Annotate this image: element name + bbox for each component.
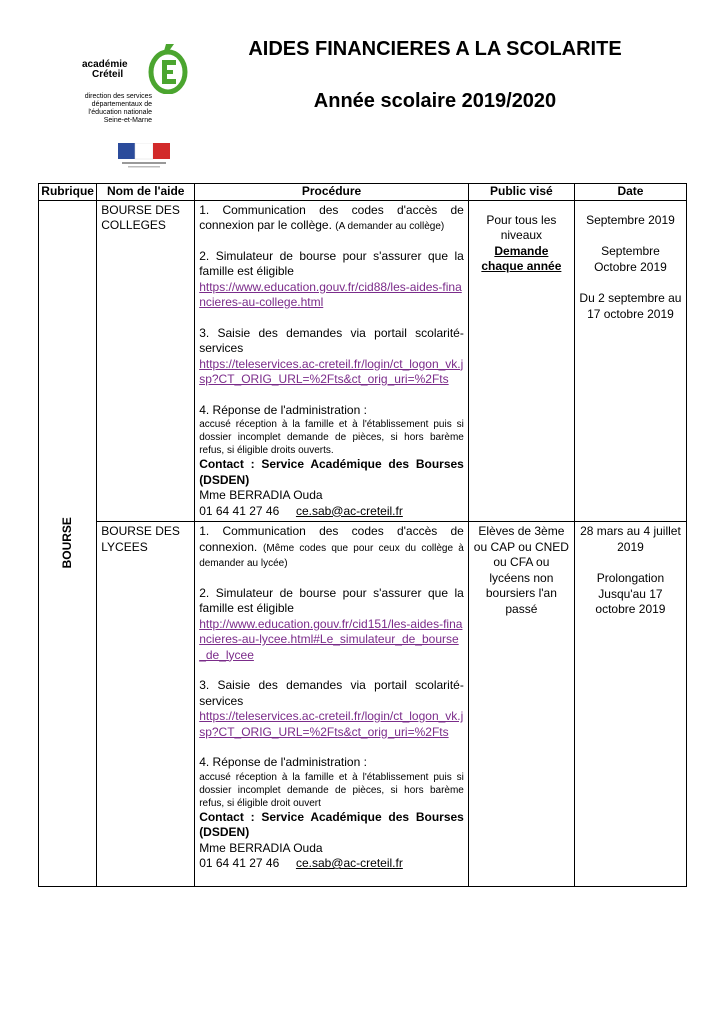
header-date: Date [574,184,686,201]
procedure-cell [195,200,469,522]
procedure-cell [195,522,469,887]
header-nom: Nom de l'aide [97,184,195,201]
step3: 3. Saisie des demandes via portail scolarité-services [199,678,464,708]
contact-name: Mme BERRADIA Ouda [199,488,323,502]
step4-detail: accusé réception à la famille et à l'établissement puis si dossier incomplet demande de pièces, si hors barème refus, si éligible droits ouverts. [199,419,464,456]
teleservices-link[interactable]: https://teleservices.ac-creteil.fr/login/ct_logon_vk.jsp?CT_ORIG_URL=%2Fts&ct_orig_uri=%2Fts [199,356,464,386]
public-note: Demande chaque année [481,243,562,273]
step4: 4. Réponse de l'administration : [199,755,367,769]
nom-cell: BOURSE DES COLLEGES [97,200,195,522]
academie-e-icon [148,42,188,94]
table-header-row [39,184,687,201]
contact-phone: 01 64 41 27 46 [199,856,280,870]
page-subtitle: Année scolaire 2019/2020 [313,90,557,112]
simulator-link[interactable]: https://www.education.gouv.fr/cid88/les-aides-financieres-au-college.html [199,279,462,309]
step4: 4. Réponse de l'administration : [199,402,367,417]
header-rubrique: Rubrique [39,184,97,201]
teleservices-link[interactable]: https://teleservices.ac-creteil.fr/login/ct_logon_vk.jsp?CT_ORIG_URL=%2Fts&ct_orig_uri=%2Fts [199,709,464,739]
public-text: Pour tous les niveaux [486,212,557,242]
header-public: Public visé [468,184,574,201]
academie-logo [70,38,185,178]
date-cell [574,200,686,522]
page-title: AIDES FINANCIERES A LA SCOLARITE [248,38,622,60]
step2: 2. Simulateur de bourse pour s'assurer que la famille est éligible [199,585,464,615]
rubrique-label: BOURSE [59,517,74,569]
step3: 3. Saisie des demandes via portail scolarité-services [199,325,464,355]
public-cell [468,200,574,522]
public-cell [468,522,574,887]
marianne-flag-icon [118,143,170,169]
step1: 1. Communication des codes d'accès de connexion. [199,524,464,554]
date-2: Septembre Octobre 2019 [594,244,667,274]
contact-label: Contact : Service Académique des Bourses (DSDEN) [199,457,464,487]
logo-subtitle: direction des services départementaux de l'éducation nationale Seine-et-Marne [84,93,152,124]
step1-note: (A demander au collège) [335,221,445,232]
rubrique-cell [39,200,97,886]
date-3: Du 2 septembre au 17 octobre 2019 [579,291,682,321]
public-text: Elèves de 3ème ou CAP ou CNED ou CFA ou lycéens non boursiers l'an passé [473,524,569,616]
nom-cell: BOURSE DES LYCEES [97,522,195,887]
contact-label: Contact : Service Académique des Bourses (DSDEN) [199,809,464,839]
contact-email-link[interactable]: ce.sab@ac-creteil.fr [295,856,403,870]
simulator-link[interactable]: http://www.education.gouv.fr/cid151/les-aides-financieres-au-lycee.html#Le_simulateur_de_bourse_de_lycee [199,616,463,662]
table-row [39,200,687,522]
logo-line2: Créteil [92,69,124,80]
logo-line1: académie [82,59,128,70]
date-cell [574,522,686,887]
step4-detail: accusé réception à la famille et à l'établissement puis si dossier incomplet demande de pièces, si hors barème refus, si éligible droit ouvert [199,771,464,809]
contact-phone: 01 64 41 27 46 [199,503,280,518]
date-2: Prolongation Jusqu'au 17 octobre 2019 [595,571,666,616]
step1-note: (Même codes que pour ceux du collège à demander au lycée) [199,542,464,569]
step2: 2. Simulateur de bourse pour s'assurer que la famille est éligible [199,248,464,278]
step1: 1. Communication des codes d'accès de connexion par le collège. [199,202,464,232]
table-row [39,522,687,887]
contact-email-link[interactable]: ce.sab@ac-creteil.fr [295,503,403,518]
date-1: 28 mars au 4 juillet 2019 [580,524,681,554]
contact-name: Mme BERRADIA Ouda [199,840,323,855]
header-procedure: Procédure [195,184,469,201]
date-1: Septembre 2019 [586,212,675,227]
aides-table [38,183,687,887]
